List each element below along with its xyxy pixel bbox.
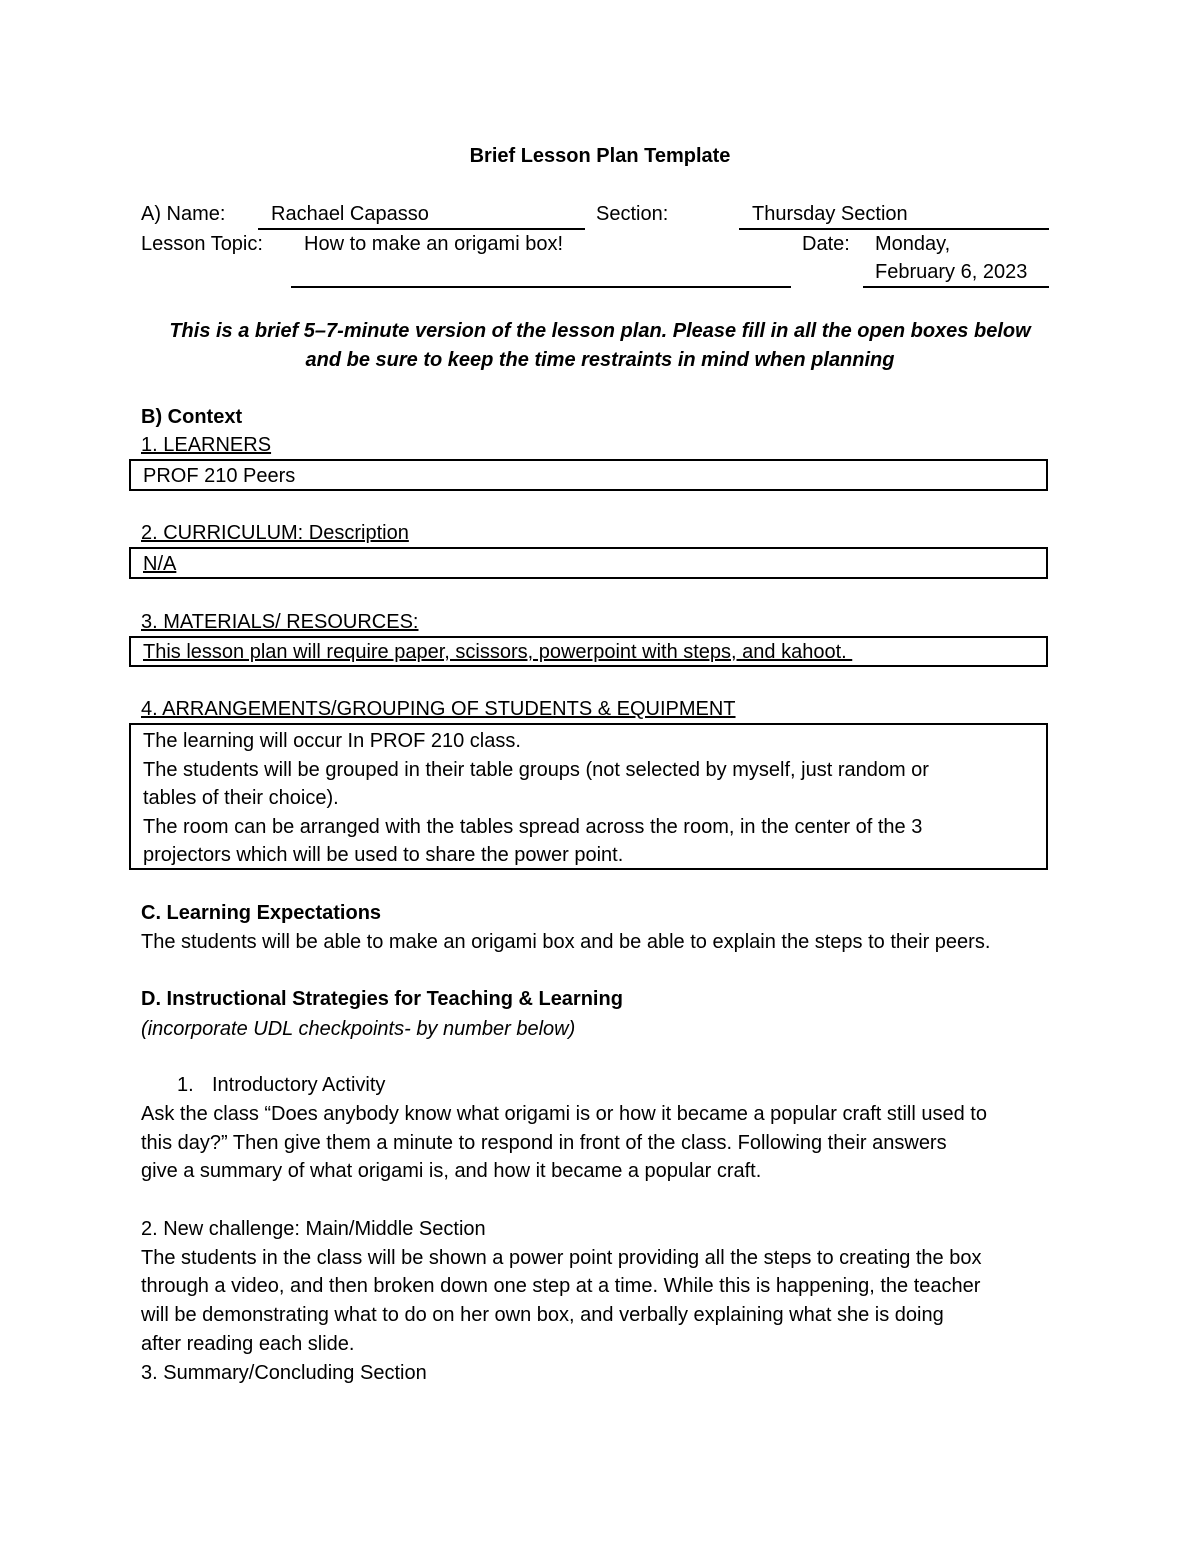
section-underline: [739, 228, 1049, 230]
section-label: Section:: [596, 203, 669, 225]
page-title: Brief Lesson Plan Template: [469, 145, 731, 167]
expectations-text: The students will be able to make an origami box and be able to explain the steps to their peers.: [141, 931, 991, 953]
name-underline: [258, 228, 585, 230]
intro-line-3: give a summary of what origami is, and how it became a popular craft.: [141, 1160, 762, 1182]
arrangements-line-5: projectors which will be used to share the power point.: [143, 844, 624, 866]
materials-box: [129, 636, 1048, 667]
arrangements-line-4: The room can be arranged with the tables spread across the room, in the center of the 3: [143, 816, 923, 838]
learners-box: [129, 459, 1048, 491]
date-line-2: February 6, 2023: [875, 261, 1028, 283]
arrangements-line-1: The learning will occur In PROF 210 class.: [143, 730, 521, 752]
name-value: Rachael Capasso: [271, 203, 429, 225]
date-line-1: Monday,: [875, 233, 951, 255]
context-heading: B) Context: [141, 406, 243, 428]
challenge-heading: 2. New challenge: Main/Middle Section: [141, 1218, 486, 1240]
intro-heading: Introductory Activity: [212, 1074, 386, 1096]
date-label: Date:: [802, 233, 850, 255]
learners-value: PROF 210 Peers: [143, 465, 296, 487]
challenge-line-4: after reading each slide.: [141, 1333, 355, 1355]
intro-number: 1.: [177, 1074, 194, 1096]
instructions-line-2: and be sure to keep the time restraints in mind when planning: [305, 349, 895, 371]
arrangements-line-3: tables of their choice).: [143, 787, 339, 809]
challenge-line-3: will be demonstrating what to do on her own box, and verbally explaining what she is doing: [141, 1304, 944, 1326]
arrangements-box: [129, 723, 1048, 870]
curriculum-box: [129, 547, 1048, 579]
challenge-line-2: through a video, and then broken down one step at a time. While this is happening, the teacher: [141, 1275, 981, 1297]
curriculum-value: N/A: [143, 553, 177, 575]
date-underline: [863, 286, 1049, 288]
topic-underline: [291, 286, 791, 288]
topic-label: Lesson Topic:: [141, 233, 263, 255]
learners-heading: 1. LEARNERS: [141, 434, 272, 456]
section-value: Thursday Section: [752, 203, 908, 225]
summary-heading: 3. Summary/Concluding Section: [141, 1362, 427, 1384]
intro-line-2: this day?” Then give them a minute to respond in front of the class. Following their answers: [141, 1132, 947, 1154]
instructions-line-1: This is a brief 5–7-minute version of the lesson plan. Please fill in all the open boxes below: [169, 320, 1031, 342]
strategies-note: (incorporate UDL checkpoints- by number below): [141, 1018, 576, 1040]
arrangements-line-2: The students will be grouped in their table groups (not selected by myself, just random or: [143, 759, 929, 781]
strategies-heading: D. Instructional Strategies for Teaching & Learning: [141, 988, 623, 1010]
curriculum-heading: 2. CURRICULUM: Description: [141, 522, 409, 544]
intro-line-1: Ask the class “Does anybody know what origami is or how it became a popular craft still used to: [141, 1103, 987, 1125]
materials-value: This lesson plan will require paper, scissors, powerpoint with steps, and kahoot.: [143, 641, 853, 663]
arrangements-heading: 4. ARRANGEMENTS/GROUPING OF STUDENTS & EQUIPMENT: [141, 698, 736, 720]
name-label: A) Name:: [141, 203, 226, 225]
topic-value: How to make an origami box!: [304, 233, 564, 255]
challenge-line-1: The students in the class will be shown a power point providing all the steps to creating the box: [141, 1247, 982, 1269]
expectations-heading: C. Learning Expectations: [141, 902, 382, 924]
materials-heading: 3. MATERIALS/ RESOURCES:: [141, 611, 419, 633]
